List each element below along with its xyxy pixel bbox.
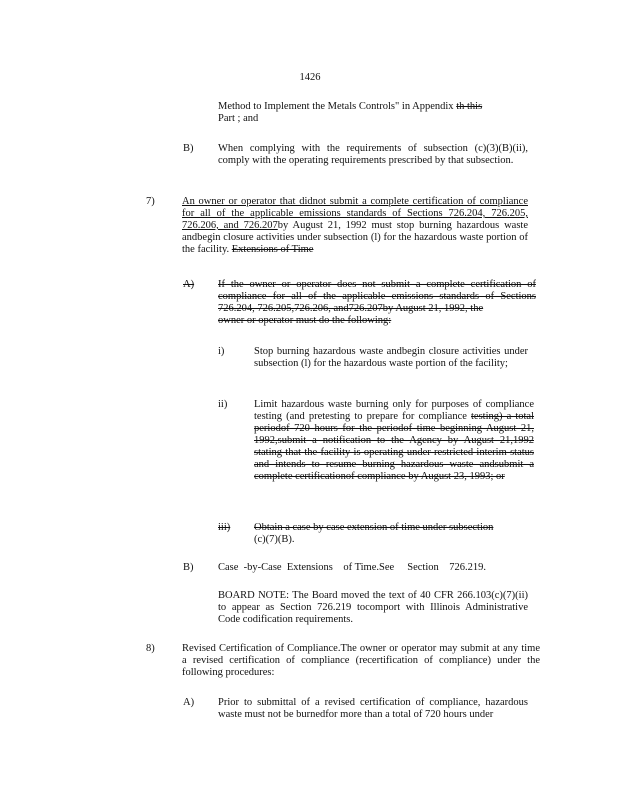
top-text-b: Part ; and [218,113,259,124]
item-b-first-marker: B) [183,143,194,154]
item-iii-strike: Obtain a case by case extension of time under subsection [254,522,494,533]
item-7b-marker: B) [183,562,194,573]
item-7-plain: by August 21, 1992 must stop burning hazardous waste andbegin closure activities under subsection (l) for the hazardous waste portion of the facility. [182,220,528,255]
item-iii-text [254,522,528,546]
item-ii-plain: Limit hazardous waste burning only for purposes of compliance testing (and pretesting to prepare for compliance [254,399,534,422]
item-7-text [182,196,528,256]
item-8a-marker: A) [183,697,195,708]
item-7-underline: An owner or operator that didnot submit a complete certification of compliance for all of the applicable emissions standards of Sections 726.204, 726.205, 726.206, and 726.207 [182,196,528,231]
top-continuation [218,101,528,125]
item-7-marker: 7) [146,196,155,207]
item-7-strike: Extensions of Time [231,244,314,255]
item-iii-marker: iii) [218,522,231,533]
item-ii-marker: ii) [218,399,228,410]
item-ii-text [254,399,534,483]
top-text-a: Method to Implement the Metals Controls" in Appendix [218,101,454,112]
item-8a-text: Prior to submittal of a revised certification of compliance, hazardous waste must not be burnedfor more than a total of 720 hours under [218,697,528,720]
top-text-a-strike: th this [456,101,483,112]
board-note: BOARD NOTE: The Board moved the text of 40 CFR 266.103(c)(7)(ii) to appear as Section 726.219 tocomport with Illinois Administrative Code codification requirements. [218,590,528,625]
item-8-marker: 8) [146,643,155,654]
item-8-text: Revised Certification of Compliance.The owner or operator may submit at any time a revised certification of compliance (recertification of compliance) under the following procedures: [182,643,540,678]
item-7b-text: Case -by-Case Extensions of Time.See Section 726.219. [218,562,487,573]
item-iii-tail: (c)(7)(B). [254,534,295,545]
item-ii-strike: testing) a total periodof 720 hours for the periodof time beginning August 21, 1992,submit a notification to the Agency by August 21,1992 stating that the facility is operating under restricted interim status and intends to resume burning hazardous waste andsubmit a complete certificationof compliance by August 23, 1993; or [254,411,535,482]
item-i-text: Stop burning hazardous waste andbegin closure activities under subsection (l) for the hazardous waste portion of the facility; [254,346,528,369]
item-7a-tail: owner or operator must do the following: [218,315,392,326]
item-7a-marker: A) [183,279,195,290]
item-7a-text [218,279,536,327]
page-number: 1426 [299,72,321,83]
item-7a-strike: If the owner or operator does not submit a complete certification of compliance for all of the applicable emissions standards of Sections 726.204, 726.205,726.206, and726.207by August 21, 1992, the [218,279,536,314]
item-i-marker: i) [218,346,225,357]
item-b-first-text: When complying with the requirements of subsection (c)(3)(B)(ii), comply with the operating requirements prescribed by that subsection. [218,143,528,166]
